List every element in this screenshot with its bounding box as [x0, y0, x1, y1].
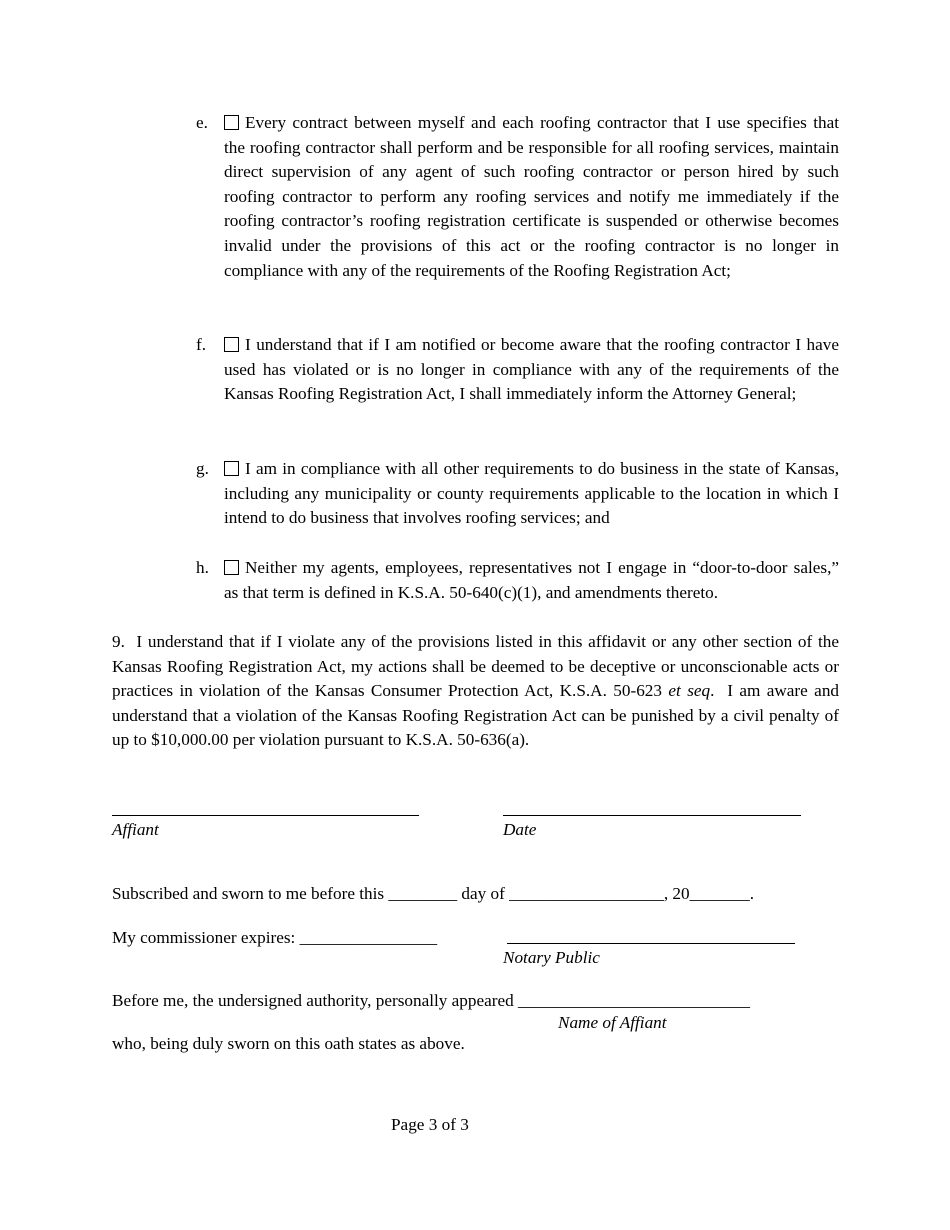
affidavit-item-e	[196, 111, 839, 283]
page-number: Page 3 of 3	[391, 1115, 469, 1134]
checkbox-item-f[interactable]	[224, 337, 239, 352]
item-body	[224, 111, 839, 283]
checkbox-item-g[interactable]	[224, 461, 239, 476]
paragraph-9-text-end: . I am aware and understand that a violation of the Kansas Roofing Registration Act can be punished by a civil penalty of up to $10,000.00 per violation pursuant to K.S.A. 50-636(a).	[112, 681, 840, 750]
personally-appeared-line[interactable]: Before me, the undersigned authority, personally appeared ___________________________	[112, 991, 751, 1010]
commission-expires-line[interactable]: My commissioner expires: ________________	[112, 928, 438, 947]
item-letter: h.	[196, 558, 209, 577]
affidavit-item-f	[196, 333, 839, 407]
date-label: Date	[503, 820, 537, 839]
checkbox-item-e[interactable]	[224, 115, 239, 130]
name-of-affiant-label: Name of Affiant	[558, 1013, 667, 1032]
item-body	[224, 556, 839, 605]
item-body	[224, 457, 839, 531]
date-signature-line[interactable]	[503, 815, 801, 816]
affiant-signature-line[interactable]	[112, 815, 419, 816]
item-letter: f.	[196, 335, 207, 354]
item-text: Neither my agents, employees, representatives not I engage in “door-to-door sales,” as that term is defined in K.S.A. 50-640(c)(1), and amendments thereto.	[224, 558, 839, 602]
item-letter: e.	[196, 113, 208, 132]
item-body	[224, 333, 839, 407]
oath-statement: who, being duly sworn on this oath states as above.	[112, 1034, 465, 1053]
paragraph-9-text-start: 9. I understand that if I violate any of the provisions listed in this affidavit or any other section of the Kansas Roofing Registration Act, my actions shall be deemed to be deceptive or unconscionable acts or practices in violation of the Kansas Consumer Protection Act, K.S.A. 50-623	[112, 632, 839, 701]
notary-signature-line[interactable]	[507, 943, 795, 944]
notary-public-label: Notary Public	[503, 948, 600, 967]
item-letter: g.	[196, 459, 209, 478]
subscribed-sworn-line[interactable]: Subscribed and sworn to me before this ________ day of __________________, 20_______.	[112, 884, 755, 903]
item-text: I am in compliance with all other requirements to do business in the state of Kansas, including any municipality or county requirements applicable to the location in which I intend to do business that involves roofing services; and	[224, 459, 839, 528]
paragraph-9-italic: et seq	[668, 681, 711, 701]
item-text: I understand that if I am notified or become aware that the roofing contractor I have used has violated or is no longer in compliance with any of the requirements of the Kansas Roofing Registration Act, I shall immediately inform the Attorney General;	[224, 335, 839, 404]
checkbox-item-h[interactable]	[224, 560, 239, 575]
affidavit-item-g	[196, 457, 839, 531]
affidavit-item-h	[196, 556, 839, 605]
item-text: Every contract between myself and each roofing contractor that I use specifies that the roofing contractor shall perform and be responsible for all roofing services, maintain direct supervision of any agent of such roofing contractor or person hired by such roofing contractor to perform any roofing services and notify me immediately if the roofing contractor’s roofing registration certificate is suspended or otherwise becomes invalid under the provisions of this act or the roofing contractor is no longer in compliance with any of the requirements of the Roofing Registration Act;	[224, 113, 839, 280]
affiant-label: Affiant	[112, 820, 159, 839]
paragraph-9	[112, 630, 839, 753]
